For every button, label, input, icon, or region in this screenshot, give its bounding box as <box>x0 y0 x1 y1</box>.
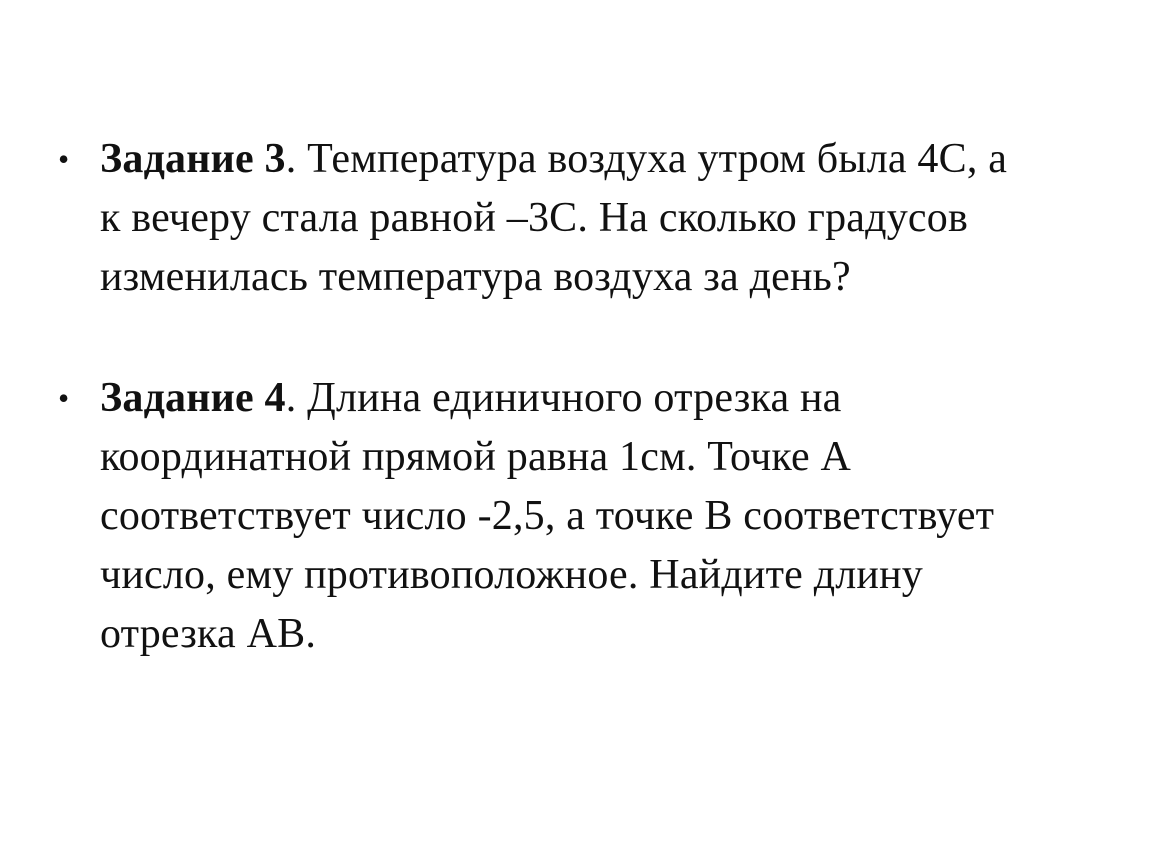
task-4-title: Задание 4 <box>100 375 286 421</box>
bullet-marker: • <box>58 380 70 416</box>
task-4-line-1: . Длина единичного отрезка на <box>285 375 842 421</box>
task-3 <box>58 130 1068 307</box>
task-3-line-2: к вечеру стала равной –3С. На сколько градусов <box>100 195 968 241</box>
bullet-marker: • <box>58 141 70 177</box>
task-list <box>58 130 1068 664</box>
task-4-line-5: отрезка АВ. <box>100 611 317 657</box>
task-4-line-4: число, ему противоположное. Найдите длину <box>100 552 923 598</box>
task-4-line-3: соответствует число -2,5, а точке В соответствует <box>100 493 995 539</box>
task-4-line-2: координатной прямой равна 1см. Точке А <box>100 434 852 480</box>
task-3-title: Задание 3 <box>100 136 286 182</box>
task-3-line-3: изменилась температура воздуха за день? <box>100 254 851 300</box>
task-4 <box>58 369 1068 664</box>
task-3-line-1: . Температура воздуха утром была 4С, а <box>285 136 1008 182</box>
